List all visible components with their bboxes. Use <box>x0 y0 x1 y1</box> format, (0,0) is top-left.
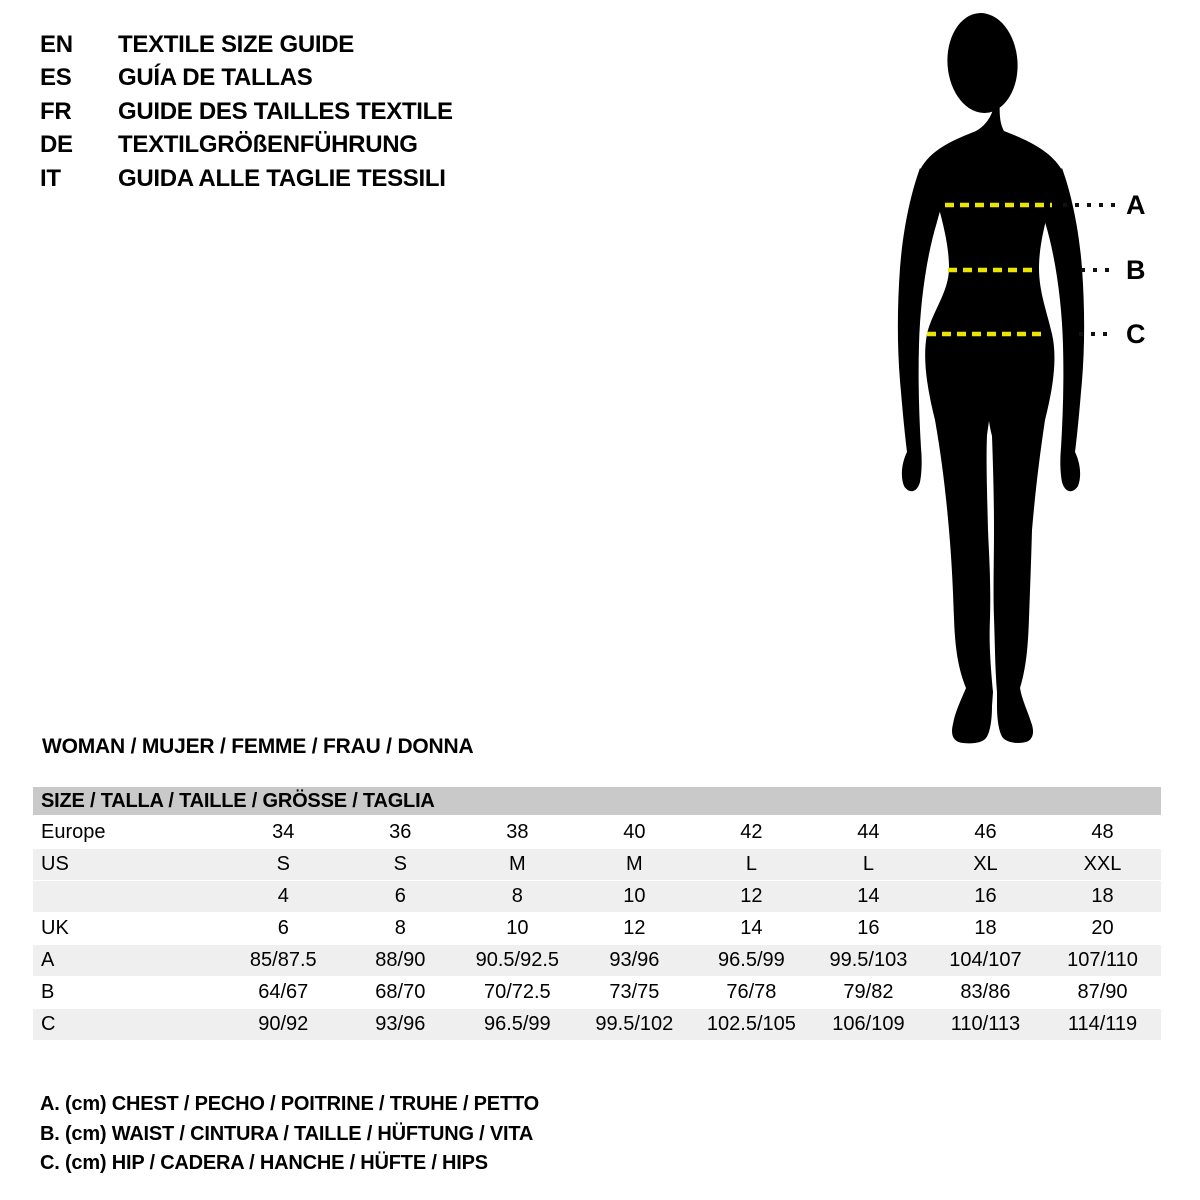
table-row <box>33 881 1161 912</box>
table-cell: M <box>508 853 526 875</box>
language-title: GUÍA DE TALLAS <box>118 64 313 92</box>
table-cell: S <box>393 853 407 875</box>
table-cell: 20 <box>1091 917 1114 939</box>
measure-label-c: C <box>1126 319 1146 349</box>
table-cell: 73/75 <box>609 981 660 1003</box>
language-code: FR <box>40 97 72 125</box>
table-cell: 14 <box>857 885 880 907</box>
language-code: IT <box>40 164 61 192</box>
table-cell: XXL <box>1083 853 1122 875</box>
legend-line: B. (cm) WAIST / CINTURA / TAILLE / HÜFTUNG / VITA <box>40 1122 534 1145</box>
table-cell: 85/87.5 <box>249 949 317 971</box>
row-label: Europe <box>41 821 106 843</box>
table-cell: 8 <box>511 885 523 907</box>
language-code: ES <box>40 64 72 92</box>
row-label: B <box>41 981 55 1003</box>
language-row-fr <box>40 95 453 129</box>
table-cell: 110/113 <box>950 1013 1021 1035</box>
table-cell: 96.5/99 <box>718 949 785 971</box>
table-cell: 34 <box>272 821 295 843</box>
table-row-us <box>33 849 1161 880</box>
size-table-header: SIZE / TALLA / TAILLE / GRÖSSE / TAGLIA <box>33 787 1161 815</box>
table-cell: 76/78 <box>726 981 777 1003</box>
language-code: EN <box>40 30 73 58</box>
table-cell: XL <box>973 853 998 875</box>
language-title-list <box>40 28 453 196</box>
table-cell: 96.5/99 <box>483 1013 551 1035</box>
table-cell: 36 <box>389 821 412 843</box>
measure-label-b: B <box>1126 255 1146 285</box>
table-cell: 64/67 <box>258 981 309 1003</box>
table-cell: 38 <box>506 821 529 843</box>
language-title: GUIDE DES TAILLES TEXTILE <box>118 97 453 125</box>
table-cell: 40 <box>623 821 646 843</box>
section-title-woman: WOMAN / MUJER / FEMME / FRAU / DONNA <box>42 735 474 758</box>
table-cell: 16 <box>974 885 997 907</box>
language-title: GUIDA ALLE TAGLIE TESSILI <box>118 164 446 192</box>
table-cell: 6 <box>394 885 406 907</box>
table-cell: L <box>862 853 874 875</box>
table-cell: 16 <box>857 917 880 939</box>
table-row-europe <box>33 817 1161 848</box>
table-cell: M <box>626 853 643 875</box>
legend-line: A. (cm) CHEST / PECHO / POITRINE / TRUHE / PETTO <box>40 1093 539 1115</box>
table-cell: 12 <box>623 917 646 939</box>
table-cell: L <box>745 853 757 875</box>
table-cell: 93/96 <box>375 1013 426 1035</box>
woman-silhouette-head <box>944 11 1021 116</box>
table-cell: 12 <box>740 885 763 907</box>
table-row-a <box>33 945 1161 976</box>
row-label <box>33 881 225 912</box>
language-row-it <box>40 162 453 196</box>
table-cell: 90.5/92.5 <box>475 949 560 971</box>
table-cell: 104/107 <box>949 949 1022 971</box>
table-cell: 99.5/102 <box>595 1013 674 1035</box>
table-cell: 10 <box>623 885 646 907</box>
language-title: TEXTILE SIZE GUIDE <box>118 30 354 58</box>
table-cell: 42 <box>740 821 763 843</box>
table-cell: S <box>276 853 290 875</box>
measurement-legend <box>40 1090 539 1179</box>
table-cell: 6 <box>277 917 289 939</box>
table-cell: 18 <box>974 917 997 939</box>
row-label: UK <box>41 917 69 939</box>
language-row-de <box>40 129 453 163</box>
legend-line: C. (cm) HIP / CADERA / HANCHE / HÜFTE / HIPS <box>40 1152 488 1174</box>
language-code: DE <box>40 131 73 159</box>
table-row-c <box>33 1009 1161 1040</box>
row-label: C <box>41 1013 56 1035</box>
table-cell: 90/92 <box>258 1013 309 1035</box>
table-cell: 83/86 <box>960 981 1011 1003</box>
table-cell: 93/96 <box>609 949 660 971</box>
table-cell: 79/82 <box>843 981 894 1003</box>
table-cell: 70/72.5 <box>483 981 551 1003</box>
table-row-uk <box>33 913 1161 944</box>
table-cell: 102.5/105 <box>706 1013 796 1035</box>
table-cell: 44 <box>857 821 880 843</box>
table-cell: 4 <box>277 885 289 907</box>
row-label: A <box>41 949 55 971</box>
table-cell: 106/109 <box>832 1013 905 1035</box>
table-cell: 114/119 <box>1067 1013 1138 1035</box>
language-row-en <box>40 28 453 62</box>
table-cell: 87/90 <box>1077 981 1128 1003</box>
table-cell: 99.5/103 <box>829 949 908 971</box>
size-table <box>33 787 1161 1041</box>
size-table-rows <box>33 817 1161 1040</box>
language-row-es <box>40 62 453 96</box>
woman-measurement-figure <box>850 0 1180 760</box>
table-cell: 68/70 <box>375 981 426 1003</box>
table-cell: 8 <box>394 917 406 939</box>
table-cell: 107/110 <box>1067 949 1138 971</box>
measure-label-a: A <box>1126 190 1146 220</box>
language-title: TEXTILGRÖßENFÜHRUNG <box>118 131 418 159</box>
table-cell: 88/90 <box>375 949 426 971</box>
table-cell: 46 <box>974 821 997 843</box>
table-cell: 18 <box>1091 885 1114 907</box>
row-label: US <box>41 853 69 875</box>
table-cell: 14 <box>740 917 763 939</box>
table-cell: 48 <box>1091 821 1114 843</box>
table-row-b <box>33 977 1161 1008</box>
table-cell: 10 <box>506 917 529 939</box>
